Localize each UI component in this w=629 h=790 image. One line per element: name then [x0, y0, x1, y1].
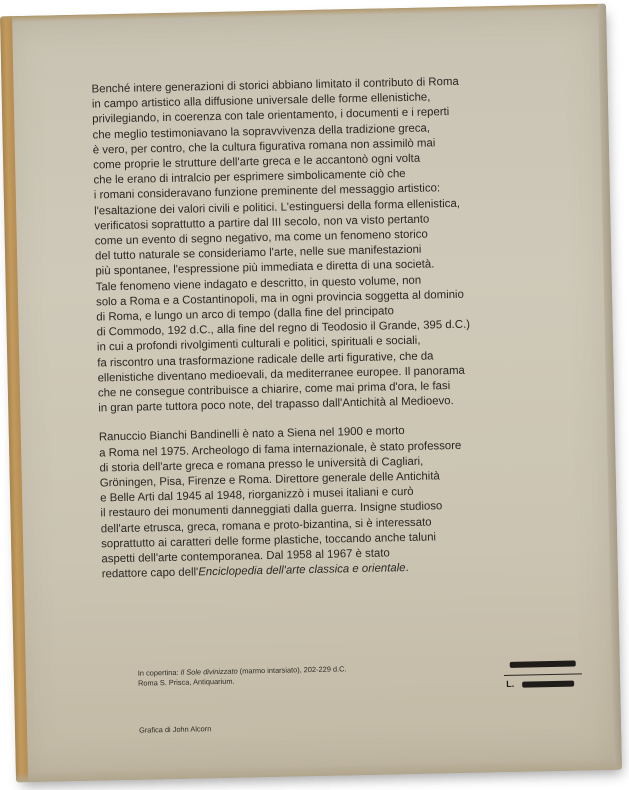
design-credit: Grafica di John Alcorn — [138, 724, 212, 735]
author-bio-end: . — [405, 562, 409, 575]
price-currency-label: L. — [506, 678, 515, 689]
spine-edge — [0, 16, 28, 782]
cover-note — [138, 661, 498, 689]
book-back-cover — [0, 4, 622, 783]
cover-artwork-title: Il Sole divinizzato — [180, 666, 238, 677]
cover-note-prefix: In copertina: — [137, 667, 181, 678]
price-new — [504, 677, 582, 691]
blurb-text-block — [91, 73, 573, 583]
author-bio-paragraph — [99, 421, 574, 583]
price-area — [504, 657, 583, 691]
author-bio-main: Ranuccio Bianchi Bandinelli è nato a Siena nel 1900 e morto a Roma nel 1975. Archeologo di fama internazionale, è stato professore di storia dell'arte greca e romana presso le università di Cagliari, Gröningen, Pisa, Firenze e Roma. Direttore generale delle Antichità e Belle Arti dal 1945 al 1948, riorganizzò i musei italiani e curò il restauro dei monumenti danneggiati dalla guerra. Insigne studioso dell'arte etrusca, greca, romana e proto-bizantina, si è interessato soprattutto ai caratteri delle forme plastiche, toccando anche taluni aspetti dell'arte contemporanea. Dal 1958 al 1967 è stato redattore capo dell' — [98, 425, 462, 581]
top-edge — [0, 4, 606, 23]
encyclopedia-title: Enciclopedia dell'arte classica e orientale — [198, 562, 406, 579]
cover-note-rest: (marmo intarsiato), 202-229 d.C. — [237, 664, 347, 676]
page-edge — [598, 4, 622, 770]
price-redaction-bar-2 — [522, 681, 574, 688]
description-paragraph: Benché intere generazioni di storici abbiano limitato il contributo di Roma in campo artistico alla diffusione universale delle forme ellenistiche, privilegiando, in coerenza con tale orientamento, i documenti e i reperti che meglio testimoniavano la sopravvivenza della tradizione greca, è vero, per contro, che la cultura figurativa romana non assimilò mai come proprie le strutture dell'arte greca e le accantonò ogni volta che le erano di intralcio per esprimere simbolicamente ciò che i romani consideravano funzione preminente del messaggio artistico: l'esaltazione dei valori civili e politici. L'estinguersi della forma ellenistica, verificatosi soprattutto a partire dal III secolo, non va visto pertanto come un evento di segno negativo, ma come un fenomeno storico del tutto naturale se consideriamo l'arte, nelle sue manifestazioni più spontanee, l'espressione più immediata e diretta di una società. Tale fenomeno viene indagato e descritto, in questo volume, non solo a Roma e a Costantinopoli, ma in ogni provincia soggetta al dominio di Roma, e lungo un arco di tempo (dalla fine del principato di Commodo, 192 d.C., alla fine del regno di Teodosio il Grande, 395 d.C.) in cui a profondi rivolgimenti culturali e politici, spirituali e sociali, fa riscontro una trasformazione radicale delle arti figurative, che da ellenistiche diventano medioevali, da mediterranee europee. Il panorama che ne consegue contribuisce a chiarire, come mai prima d'ora, le fasi in gran parte tuttora poco note, del trapasso dall'Antichità al Medioevo. — [91, 75, 471, 415]
price-old-redacted — [504, 657, 582, 671]
price-divider — [504, 673, 582, 676]
cover-note-line-2: Roma S. Prisca, Antiquarium. — [137, 676, 235, 688]
price-redaction-bar — [510, 661, 576, 668]
